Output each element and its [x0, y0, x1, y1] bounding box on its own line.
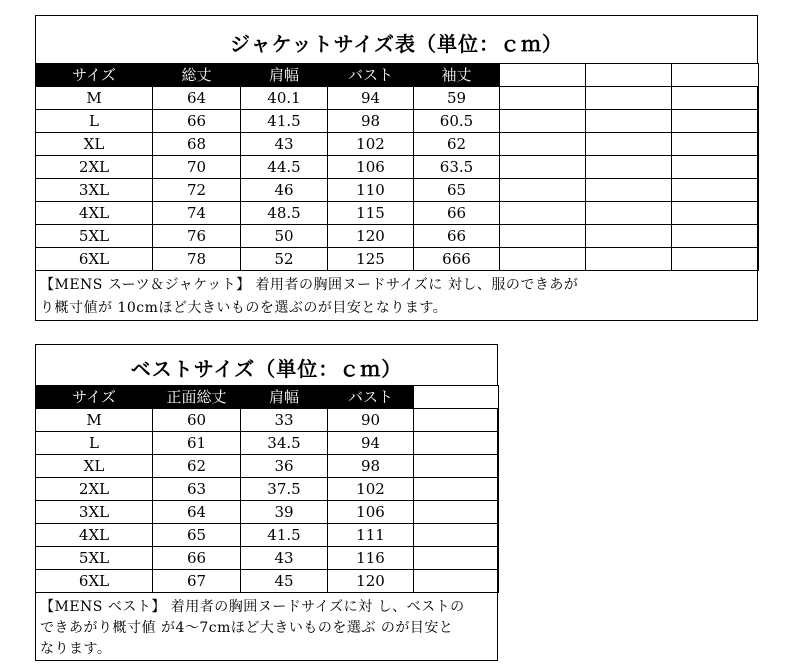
vest-cell: 41.5	[241, 524, 328, 547]
vest-size-row	[36, 524, 499, 547]
jacket-size-table	[35, 63, 759, 271]
vest-cell: 60	[153, 409, 241, 432]
jacket-cell: 66	[414, 225, 500, 248]
jacket-cell: 50	[241, 225, 328, 248]
blank-cell	[586, 64, 672, 87]
vest-cell: 43	[241, 547, 328, 570]
vest-cell: XL	[36, 455, 153, 478]
jacket-header-size: サイズ	[36, 64, 153, 87]
jacket-cell: 78	[153, 248, 241, 271]
jacket-cell: 59	[414, 87, 500, 110]
blank-cell	[672, 248, 759, 271]
jacket-cell: 5XL	[36, 225, 153, 248]
jacket-cell: 2XL	[36, 156, 153, 179]
jacket-cell: 70	[153, 156, 241, 179]
blank-cell	[414, 409, 499, 432]
blank-cell	[414, 455, 499, 478]
jacket-chart-title: ジャケットサイズ表（単位：ｃｍ）	[230, 32, 563, 56]
vest-note-line2: できあがり概寸値 が4～7cmほど大きいものを選ぶ のが目安と	[40, 620, 454, 636]
jacket-note-line2: り概寸値が 10cmほど大きいものを選ぶのが目安となります。	[40, 300, 448, 316]
jacket-cell: 110	[328, 179, 414, 202]
blank-cell	[586, 179, 672, 202]
blank-cell	[414, 570, 499, 593]
vest-cell: 90	[328, 409, 414, 432]
vest-cell: 111	[328, 524, 414, 547]
jacket-header-shoulder: 肩幅	[241, 64, 328, 87]
blank-cell	[500, 87, 586, 110]
blank-cell	[586, 133, 672, 156]
vest-cell: 94	[328, 432, 414, 455]
vest-cell: 45	[241, 570, 328, 593]
vest-cell: 64	[153, 501, 241, 524]
jacket-size-row	[36, 156, 759, 179]
vest-size-row	[36, 409, 499, 432]
blank-cell	[500, 179, 586, 202]
blank-cell	[672, 156, 759, 179]
blank-cell	[586, 156, 672, 179]
blank-cell	[500, 110, 586, 133]
jacket-header-sleeve: 袖丈	[414, 64, 500, 87]
vest-size-row	[36, 570, 499, 593]
vest-cell: 65	[153, 524, 241, 547]
jacket-size-row	[36, 225, 759, 248]
jacket-cell: 74	[153, 202, 241, 225]
jacket-size-row	[36, 110, 759, 133]
jacket-cell: 60.5	[414, 110, 500, 133]
jacket-cell: M	[36, 87, 153, 110]
vest-note-line1: 【MENS ベスト】 着用者の胸囲ヌードサイズに対 し、ベストの	[40, 599, 465, 615]
jacket-cell: 115	[328, 202, 414, 225]
jacket-cell: 94	[328, 87, 414, 110]
vest-size-row	[36, 501, 499, 524]
blank-cell	[414, 501, 499, 524]
jacket-cell: L	[36, 110, 153, 133]
vest-size-chart	[35, 344, 498, 661]
blank-cell	[672, 179, 759, 202]
vest-cell: 102	[328, 478, 414, 501]
vest-cell: 61	[153, 432, 241, 455]
jacket-cell: 4XL	[36, 202, 153, 225]
vest-size-row	[36, 455, 499, 478]
jacket-note-line1: 【MENS スーツ＆ジャケット】 着用者の胸囲ヌードサイズに 対し、服のできあが	[40, 277, 579, 293]
vest-cell: 62	[153, 455, 241, 478]
blank-cell	[672, 225, 759, 248]
vest-cell: M	[36, 409, 153, 432]
blank-cell	[672, 64, 759, 87]
jacket-cell: 72	[153, 179, 241, 202]
vest-cell: 116	[328, 547, 414, 570]
blank-cell	[414, 478, 499, 501]
blank-cell	[672, 110, 759, 133]
jacket-cell: 98	[328, 110, 414, 133]
vest-cell: 66	[153, 547, 241, 570]
vest-cell: 34.5	[241, 432, 328, 455]
blank-cell	[672, 202, 759, 225]
vest-cell: 36	[241, 455, 328, 478]
jacket-header-row	[36, 64, 759, 87]
jacket-cell: 62	[414, 133, 500, 156]
vest-size-row	[36, 547, 499, 570]
blank-cell	[414, 432, 499, 455]
vest-cell: 98	[328, 455, 414, 478]
jacket-size-row	[36, 202, 759, 225]
jacket-size-chart	[35, 15, 758, 321]
jacket-cell: 40.1	[241, 87, 328, 110]
blank-cell	[414, 547, 499, 570]
jacket-cell: 666	[414, 248, 500, 271]
jacket-cell: 64	[153, 87, 241, 110]
jacket-size-row	[36, 248, 759, 271]
jacket-cell: 48.5	[241, 202, 328, 225]
vest-cell: 37.5	[241, 478, 328, 501]
blank-cell	[500, 248, 586, 271]
jacket-cell: 120	[328, 225, 414, 248]
vest-cell: 5XL	[36, 547, 153, 570]
vest-cell: 120	[328, 570, 414, 593]
vest-cell: 2XL	[36, 478, 153, 501]
jacket-cell: 41.5	[241, 110, 328, 133]
vest-cell: 6XL	[36, 570, 153, 593]
vest-note	[40, 597, 465, 660]
vest-header-row	[36, 386, 499, 409]
blank-cell	[672, 133, 759, 156]
vest-cell: 4XL	[36, 524, 153, 547]
vest-cell: 106	[328, 501, 414, 524]
vest-cell: 3XL	[36, 501, 153, 524]
jacket-cell: 106	[328, 156, 414, 179]
jacket-size-row	[36, 179, 759, 202]
blank-cell	[500, 64, 586, 87]
blank-cell	[500, 202, 586, 225]
jacket-cell: 43	[241, 133, 328, 156]
blank-cell	[586, 225, 672, 248]
jacket-cell: XL	[36, 133, 153, 156]
blank-cell	[500, 156, 586, 179]
jacket-cell: 46	[241, 179, 328, 202]
jacket-note	[40, 274, 578, 320]
jacket-header-bust: バスト	[328, 64, 414, 87]
jacket-size-row	[36, 133, 759, 156]
jacket-cell: 66	[153, 110, 241, 133]
vest-cell: 63	[153, 478, 241, 501]
vest-header-size: サイズ	[36, 386, 153, 409]
vest-header-shoulder: 肩幅	[241, 386, 328, 409]
jacket-cell: 68	[153, 133, 241, 156]
vest-size-row	[36, 478, 499, 501]
jacket-cell: 65	[414, 179, 500, 202]
blank-cell	[500, 133, 586, 156]
vest-header-front-length: 正面総丈	[153, 386, 241, 409]
jacket-cell: 63.5	[414, 156, 500, 179]
vest-size-table	[35, 385, 499, 593]
jacket-header-length: 総丈	[153, 64, 241, 87]
vest-note-line3: なります。	[40, 641, 112, 657]
blank-cell	[586, 110, 672, 133]
vest-cell: 33	[241, 409, 328, 432]
vest-cell: L	[36, 432, 153, 455]
vest-size-row	[36, 432, 499, 455]
blank-cell	[414, 386, 499, 409]
vest-cell: 67	[153, 570, 241, 593]
jacket-cell: 102	[328, 133, 414, 156]
blank-cell	[586, 202, 672, 225]
jacket-size-row	[36, 87, 759, 110]
blank-cell	[414, 524, 499, 547]
jacket-cell: 52	[241, 248, 328, 271]
jacket-cell: 125	[328, 248, 414, 271]
jacket-cell: 6XL	[36, 248, 153, 271]
blank-cell	[586, 87, 672, 110]
blank-cell	[586, 248, 672, 271]
vest-chart-title: ベストサイズ（単位：ｃｍ）	[130, 357, 403, 381]
jacket-cell: 76	[153, 225, 241, 248]
vest-cell: 39	[241, 501, 328, 524]
jacket-cell: 3XL	[36, 179, 153, 202]
blank-cell	[500, 225, 586, 248]
vest-header-bust: バスト	[328, 386, 414, 409]
blank-cell	[672, 87, 759, 110]
jacket-cell: 66	[414, 202, 500, 225]
jacket-cell: 44.5	[241, 156, 328, 179]
